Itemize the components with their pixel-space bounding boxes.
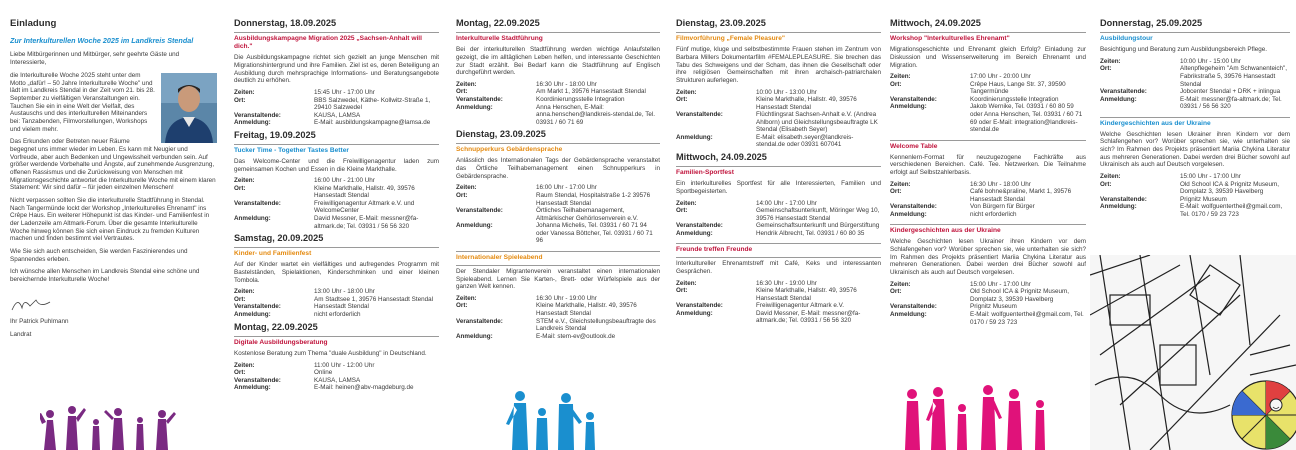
event-time: 16:00 Uhr - 21:00 Uhr — [314, 177, 375, 185]
divider — [456, 251, 660, 252]
date-heading: Dienstag, 23.09.2025 — [456, 129, 546, 140]
event-location: BBS Salzwedel, Käthe- Kollwitz-Straße 1, 29410 Salzwedel — [314, 96, 431, 112]
date-heading: Montag, 22.09.2025 — [234, 321, 318, 332]
event-registration: nicht erforderlich — [970, 210, 1017, 218]
signer-name: Ihr Patrick Puhlmann — [10, 317, 69, 325]
label-veranstalter: Veranstaltende: — [234, 111, 281, 119]
event-description: Auf der Kinder wartet ein vielfältiges und aufregendes Programm mit Bastelständen, Spielaktionen, Kinderschminken und einer kleinen Tombola. — [234, 261, 439, 284]
label-veranstalter: Veranstaltende: — [890, 303, 937, 311]
event-location: Kleine Markthalle, Hallstr. 49, 39576 Hansestadt Stendal — [756, 96, 857, 111]
label-veranstalter: Veranstaltende: — [1100, 88, 1147, 96]
event-title: Internationaler Spieleabend — [456, 253, 543, 261]
event-location: Kleine Markthalle, Hallstr. 49, 39576 Hansestadt Stendal — [756, 287, 857, 302]
event-description: Interkultureller Ehrenamtstreff mit Café, Keks und interessanten Gesprächen. — [676, 260, 881, 276]
event-registration: Jakob Wernike, Tel. 03931 / 60 80 59 oder Anna Henschen, Tel. 03931 / 60 71 69 oder E-Mail: integration@landkreis-stendal.de — [970, 103, 1083, 134]
event-registration: Johanna Michelis, Tel. 03931 / 60 71 94 oder Vanessa Böttcher, Tel. 03931 / 60 71 96 — [536, 222, 653, 245]
label-anmeldung: Anmeldung: — [676, 229, 713, 237]
intro-subtitle: Zur Interkulturellen Woche 2025 im Landkreis Stendal — [10, 35, 194, 45]
intro-paragraph-1: die Interkulturelle Woche 2025 steht unter dem Motto „dafür! – 50 Jahre Interkulturelle Woche" und lädt im Landkreis Stendal in der Zeit vom 21. bis 28. September zu vielfältigen Veranstaltungen ein. Tauchen Sie ein in eine Welt der Vielfalt, des Austauschs und des interkulturellen Miteinanders bei: Tanzabenden, Filmvorstellungen, Workshops und vielem mehr. — [10, 71, 155, 133]
event-organizer: Hansestadt Stendal — [314, 303, 369, 311]
divider — [1100, 117, 1290, 118]
event-registration: E-Mail: stem-ev@outlook.de — [536, 332, 616, 340]
event-location: Am Markt 1, 39576 Hansestadt Stendal — [536, 88, 646, 96]
label-ort: Ort: — [234, 369, 246, 377]
label-anmeldung: Anmeldung: — [890, 311, 927, 318]
divider — [890, 224, 1086, 225]
date-heading: Mittwoch, 24.09.2025 — [890, 18, 981, 28]
event-title: Freunde treffen Freunde — [676, 246, 753, 254]
event-details — [676, 280, 881, 325]
label-anmeldung: Anmeldung: — [1100, 95, 1137, 103]
event-description: Migrationsgeschichte und Ehrenamt gleich Erfolg? Einladung zur Diskussion und Wissenserweiterung im Bereich Ehrenamt und Migration. — [890, 46, 1086, 69]
event-organizer: STEM e.V., Gleichstellungsbeauftragte des Landkreis Stendal — [536, 317, 656, 333]
label-zeiten: Zeiten: — [456, 80, 477, 88]
label-veranstalter: Veranstaltende: — [676, 222, 723, 230]
event-registration: Hendrik Albrecht, Tel. 03931 / 60 80 35 — [756, 229, 865, 237]
column-2 — [234, 0, 439, 450]
divider — [890, 140, 1086, 141]
label-zeiten: Zeiten: — [1100, 57, 1121, 65]
label-zeiten: Zeiten: — [890, 280, 911, 288]
date-heading: Montag, 22.09.2025 — [456, 18, 540, 28]
label-anmeldung: Anmeldung: — [676, 133, 713, 141]
divider — [676, 32, 881, 33]
intro-greeting: Liebe Mitbürgerinnen und Mitbürger, sehr geehrte Gäste und Interessierte, — [10, 51, 180, 67]
event-description: Der Stendaler Migrantenverein veranstaltet einen internationalen Spieleabend. Lernen Sie Karten-, Brett- oder Würfelspiele aus der ganzen Welt kennen. — [456, 267, 660, 291]
event-organizer: Örtliches Teilhabemanagement, Altmärkischer Gehörlosenverein e.V. — [536, 207, 638, 222]
intro-paragraph-5: Ich wünsche allen Menschen im Landkreis Stendal eine schöne und bereichernde Interkulturelle Woche! — [10, 268, 200, 283]
event-registration: E-Mail: wolfguentertheil@gmail.com, Tel. 0170 / 59 23 723 — [1180, 203, 1283, 218]
label-ort: Ort: — [234, 295, 246, 303]
signer-role: Landrat — [10, 331, 32, 339]
event-location: Crêpe Haus, Lange Str. 37, 39590 Tangermünde — [970, 80, 1066, 96]
label-veranstalter: Veranstaltende: — [890, 95, 937, 103]
label-anmeldung: Anmeldung: — [234, 119, 271, 127]
divider — [890, 32, 1086, 33]
event-registration: nicht erforderlich — [314, 311, 361, 319]
divider — [1100, 32, 1290, 33]
label-ort: Ort: — [234, 96, 246, 104]
label-ort: Ort: — [676, 207, 688, 215]
event-location: Altenpflegeheim "Am Schwanenteich", Fabrikstraße 5, 39576 Hansestadt Stendal — [1180, 65, 1288, 88]
divider — [456, 265, 660, 266]
label-veranstalter: Veranstaltende: — [676, 111, 723, 119]
event-time: 11:00 Uhr - 12:00 Uhr — [314, 361, 375, 369]
event-description: Ein interkulturelles Sportfest für alle Interessierten, Familien und Sportbegeisterten. — [676, 180, 881, 195]
divider — [234, 32, 439, 33]
event-registration: David Messner, E-Mail: messner@fa-altmark.de; Tel. 03931 / 56 56 320 — [314, 215, 419, 230]
event-details — [1100, 173, 1290, 218]
event-title: Kinder- und Familienfest — [234, 250, 312, 258]
event-details — [890, 181, 1086, 219]
event-organizer: Koordinierungsstelle Integration — [970, 95, 1059, 103]
event-time: 17:00 Uhr - 20:00 Uhr — [970, 73, 1031, 81]
divider — [676, 243, 881, 244]
event-registration: E-Mail: wolfguentertheil@gmail.com, Tel. 0170 / 59 23 723 — [970, 311, 1084, 326]
event-location: Café bohne&praline, Markt 1, 39576 Hansestadt Stendal — [970, 188, 1072, 203]
label-anmeldung: Anmeldung: — [234, 384, 271, 392]
event-time: 10:00 Uhr - 13:00 Uhr — [756, 88, 817, 96]
event-time: 14:00 Uhr - 17:00 Uhr — [756, 199, 817, 207]
event-registration: E-Mail: ausbildungskampagne@lamsa.de — [314, 119, 431, 127]
event-registration: E-Mail: messner@fa-altmark.de; Tel. 03931 / 56 56 320 — [1180, 95, 1282, 111]
label-zeiten: Zeiten: — [890, 73, 911, 81]
purple-people-silhouettes — [40, 400, 200, 450]
event-location: Old School ICA & Prignitz Museum, Domplatz 3, 39539 Havelberg — [1180, 180, 1280, 196]
event-details — [234, 288, 439, 318]
date-heading: Samstag, 20.09.2025 — [234, 233, 324, 244]
event-description: Kostenlose Beratung zum Thema "duale Ausbildung" in Deutschland. — [234, 349, 427, 357]
label-veranstalter: Veranstaltende: — [234, 376, 281, 384]
event-title: Tucker Time - Together Tastes Better — [234, 146, 349, 154]
event-time: 16:30 Uhr - 18:00 Uhr — [536, 80, 597, 88]
label-anmeldung: Anmeldung: — [456, 103, 493, 111]
event-organizer: Gemeinschaftsunterkunft und Bürgerstiftung — [756, 222, 880, 230]
label-veranstalter: Veranstaltende: — [234, 199, 281, 207]
event-description: Die Ausbildungskampagne richtet sich gezielt an junge Menschen mit Migrationshintergrund und ihre Familien. Ziel ist es, deren Beteiligung an Ausbildung durch mehrsprachige Informations- und Beratungsangebote deutlich zu erhöhen. — [234, 54, 439, 85]
event-organizer: Freiwilligenagentur Altmark e.V. und WelcomeCenter — [314, 199, 415, 215]
label-ort: Ort: — [676, 96, 688, 104]
label-ort: Ort: — [456, 88, 468, 96]
label-veranstalter: Veranstaltende: — [456, 207, 503, 215]
label-ort: Ort: — [1100, 65, 1112, 73]
label-anmeldung: Anmeldung: — [890, 103, 927, 111]
event-location: Gemeinschaftsunterkunft, Möringer Weg 10, 39576 Hansestadt Stendal — [756, 207, 880, 222]
label-zeiten: Zeiten: — [676, 199, 697, 207]
label-ort: Ort: — [676, 287, 688, 295]
label-anmeldung: Anmeldung: — [1100, 203, 1137, 211]
event-time: 16:30 Uhr - 18:00 Uhr — [970, 180, 1031, 188]
event-organizer: Freiwilligenagentur Altmark e.V. — [756, 302, 844, 310]
label-veranstalter: Veranstaltende: — [1100, 195, 1147, 203]
event-title: Filmvorführung „Female Pleasure" — [676, 35, 786, 43]
event-title: Welcome Table — [890, 142, 938, 150]
event-time: 16:30 Uhr - 19:00 Uhr — [756, 279, 817, 287]
event-description: Fünf mutige, kluge und selbstbestimmte Frauen stehen im Zentrum von Barbara Millers Dokumentarfilm #FEMALEPLEASURE. Sie brechen das Tabu des Schweigens und der Scham, das ihnen die Gesellschaft oder ihre religiösen Gemeinschaften mit ihren archaisch-patriarchalen Strukturen auferlegen. — [676, 46, 881, 84]
label-ort: Ort: — [234, 184, 246, 192]
event-title: Kindergeschichten aus der Ukraine — [890, 227, 1001, 235]
intro-paragraph-4: Wie Sie sich auch entscheiden, Sie werden Faszinierendes und Spannendes erleben. — [10, 247, 188, 263]
event-organizer: Jobcenter Stendal + DRK + inlingua — [1180, 88, 1281, 96]
date-heading: Mittwoch, 24.09.2025 — [676, 151, 767, 162]
intro-title: Einladung — [10, 18, 57, 29]
label-veranstalter: Veranstaltende: — [234, 303, 281, 311]
event-details — [1100, 58, 1290, 111]
label-zeiten: Zeiten: — [456, 294, 477, 302]
event-details — [676, 200, 881, 238]
event-details — [456, 295, 660, 340]
column-4 — [676, 0, 881, 450]
event-description: Welche Geschichten lesen Ukrainer ihren Kindern vor dem Schlafengehen vor? Worüber sprechen sie, wie unterhalten sie sich? Im Rahmen des Projekts präsentiert Mariia Chykina Literatur aus mehreren Generationen. Dabei werden drei Bücher sowohl auf Ukrainisch als auch auf Deutsch vorgelesen. — [1100, 130, 1290, 169]
event-details — [676, 89, 881, 149]
label-anmeldung: Anmeldung: — [676, 309, 713, 317]
label-ort: Ort: — [890, 288, 902, 296]
date-heading: Donnerstag, 18.09.2025 — [234, 18, 337, 28]
divider — [234, 144, 439, 145]
event-description: Kennenlern-Format für neuzugezogene Fachkräfte aus verschiedenen Bereichen. Café. Tee. Netzwerken. Die Teilnahme erfolgt auf Selbstzahlerbasis. — [890, 153, 1086, 177]
label-anmeldung: Anmeldung: — [890, 210, 927, 218]
label-zeiten: Zeiten: — [676, 88, 697, 96]
label-anmeldung: Anmeldung: — [234, 215, 271, 223]
magenta-people-silhouettes — [898, 382, 1068, 450]
event-title: Workshop "Interkulturelles Ehrenamt" — [890, 35, 1010, 43]
column-3 — [456, 0, 660, 450]
intro-paragraph-3: Nicht verpassen sollten Sie die interkulturelle Stadtführung in Stendal. Nach Tangermünde lockt der Workshop „Interkulturelles Ehrenamt" ins Crêpe Haus. Ein weiterer Höhepunkt ist das Kinder- und Familienfest in der Ladenzeile am Altmark-Forum. Über die gesamte Interkulturelle Woche hinweg können Sie sich einen Eindruck zu fremden Kulturen machen und finden bestimmt viel Vertrautes. — [10, 196, 210, 243]
label-ort: Ort: — [456, 192, 468, 200]
event-description: Besichtigung und Beratung zum Ausbildungsbereich Pflege. — [1100, 46, 1267, 54]
event-time: 15:00 Uhr - 17:00 Uhr — [1180, 173, 1241, 181]
event-time: 15:45 Uhr - 17:00 Uhr — [314, 88, 375, 96]
event-organizer: Prignitz Museum — [1180, 195, 1227, 203]
event-location: Kleine Markthalle, Hallstr. 49, 39576 Hansestadt Stendal — [314, 184, 415, 200]
date-heading: Donnerstag, 25.09.2025 — [1100, 18, 1203, 28]
label-ort: Ort: — [890, 188, 902, 196]
label-zeiten: Zeiten: — [234, 361, 255, 369]
event-registration: David Messner, E-Mail: messner@fa-altmark.de; Tel. 03931 / 56 56 320 — [756, 309, 861, 325]
divider — [676, 257, 881, 258]
line-art-illustration — [1090, 255, 1296, 450]
label-veranstalter: Veranstaltende: — [456, 317, 503, 325]
event-organizer: Von Bürgern für Bürger — [970, 203, 1035, 211]
event-time: 16:00 Uhr - 17:00 Uhr — [536, 184, 597, 192]
event-location: Kleine Markthalle, Hallstr. 49, 39576 Hansestadt Stendal — [536, 302, 637, 317]
event-details — [456, 81, 660, 126]
event-title: Digitale Ausbildungsberatung — [234, 338, 328, 346]
event-organizer: KAUSA, LAMSA — [314, 111, 361, 119]
event-organizer: Koordinierungsstelle Integration — [536, 96, 625, 104]
event-description: Anlässlich des Internationalen Tags der Gebärdensprache veranstaltet das Örtliche Teilhabemanagement einen Schnupperkurs in Gebärdensprache. — [456, 157, 660, 180]
label-veranstalter: Veranstaltende: — [890, 203, 937, 211]
event-description: Welche Geschichten lesen Ukrainer ihren Kindern vor dem Schlafengehen vor? Worüber sprechen sie, wie unterhalten sie sich? Im Rahmen des Projekts präsentiert Mariia Chykina Literatur aus mehreren Generationen. Dabei werden drei Bücher sowohl auf Ukrainisch als auch auf Deutsch vorgelesen. — [890, 238, 1086, 277]
event-organizer: KAUSA, LAMSA — [314, 376, 361, 384]
event-title: Ausbildungskampagne Migration 2025 „Sachsen-Anhalt will dich." — [234, 35, 422, 51]
label-zeiten: Zeiten: — [234, 288, 255, 296]
event-details — [234, 362, 439, 392]
event-location: Online — [314, 369, 333, 377]
landrat-photo — [161, 73, 217, 143]
label-veranstalter: Veranstaltende: — [456, 96, 503, 104]
event-title: Kindergeschichten aus der Ukraine — [1100, 119, 1211, 127]
label-anmeldung: Anmeldung: — [234, 311, 271, 319]
event-organizer: Flüchtlingsrat Sachsen-Anhalt e.V. (Andrea Ahlborn) und Gleichstellungsbeauftragte LK Stendal (Elisabeth Seyer) — [756, 111, 878, 134]
label-zeiten: Zeiten: — [456, 184, 477, 192]
signature-image — [10, 294, 217, 314]
event-location: Old School ICA & Prignitz Museum, Domplatz 3, 39539 Havelberg — [970, 288, 1070, 303]
event-title: Familien-Sportfest — [676, 169, 734, 177]
event-time: 15:00 Uhr - 17:00 Uhr — [970, 280, 1031, 288]
divider — [456, 143, 660, 144]
event-title: Schnupperkurs Gebärdensprache — [456, 146, 563, 154]
event-time: 13:00 Uhr - 18:00 Uhr — [314, 288, 375, 296]
label-anmeldung: Anmeldung: — [456, 332, 493, 340]
event-description: Das Welcome-Center und die Freiwilligenagentur laden zum gemeinsamen Kochen und Essen in die Kleine Markthalle. — [234, 157, 439, 173]
event-registration: E-Mail: elisabeth.seyer@landkreis-stendal.de oder 03931 607041 — [756, 133, 854, 149]
divider — [234, 247, 439, 248]
label-anmeldung: Anmeldung: — [456, 222, 493, 230]
event-time: 10:00 Uhr - 15:00 Uhr — [1180, 57, 1241, 65]
event-registration: Anna Henschen, E-Mail: anna.henschen@landkreis-stendal.de, Tel. 03931 / 60 71 69 — [536, 103, 655, 126]
intro-paragraph-2: Das Erkunden oder Betreten neuer Räume begegnet uns immer wieder im Leben. Es kann mit Neugier und Vorfreude, aber auch Bedenken und Ungewissheit verbunden sein. Auf größer werdende Vorbehalte und Ängste, auf zunehmende Ausgrenzung, offenen Rassismus und die Zurückweisung von Menschen mit Migrationsgeschichte antwortet die Interkulturelle Woche mit einem klaren Statement: Wir sind dafür – für jeden einzelnen Menschen! — [10, 138, 216, 192]
event-time: 16:30 Uhr - 19:00 Uhr — [536, 294, 597, 302]
event-details — [234, 177, 439, 230]
label-zeiten: Zeiten: — [676, 279, 697, 287]
event-details — [456, 184, 660, 244]
label-veranstalter: Veranstaltende: — [676, 302, 723, 310]
event-registration: E-Mail: heinen@abv-magdeburg.de — [314, 384, 414, 392]
event-title: Ausbildungstour — [1100, 35, 1153, 43]
label-ort: Ort: — [890, 80, 902, 88]
blue-family-silhouettes — [490, 388, 620, 450]
intro-column — [10, 0, 217, 450]
divider — [456, 32, 660, 33]
label-zeiten: Zeiten: — [890, 180, 911, 188]
divider — [676, 166, 881, 167]
event-location: Raum Stendal, Hospitalstraße 1-2 39576 Hansestadt Stendal — [536, 192, 651, 207]
label-zeiten: Zeiten: — [234, 177, 255, 185]
date-heading: Dienstag, 23.09.2025 — [676, 18, 766, 28]
event-title: Interkulturelle Stadtführung — [456, 35, 543, 43]
event-details — [234, 89, 439, 127]
event-organizer: Prignitz Museum — [970, 303, 1017, 311]
label-zeiten: Zeiten: — [234, 88, 255, 96]
divider — [234, 336, 439, 337]
event-details — [890, 281, 1086, 326]
event-details — [890, 73, 1086, 133]
label-ort: Ort: — [1100, 180, 1112, 188]
label-zeiten: Zeiten: — [1100, 173, 1121, 181]
event-description: Bei der interkulturellen Stadtführung werden wichtige Anlaufstellen gezeigt, die im alltäglichen Leben helfen, und interessante Geschichten zur Stadt erzählt. Bei Bedarf kann die Stadtführung auf Englisch durchgeführt werden. — [456, 46, 660, 77]
label-ort: Ort: — [456, 302, 468, 310]
date-heading: Freitag, 19.09.2025 — [234, 129, 316, 140]
event-location: Am Stadtsee 1, 39576 Hansestadt Stendal — [314, 295, 434, 303]
